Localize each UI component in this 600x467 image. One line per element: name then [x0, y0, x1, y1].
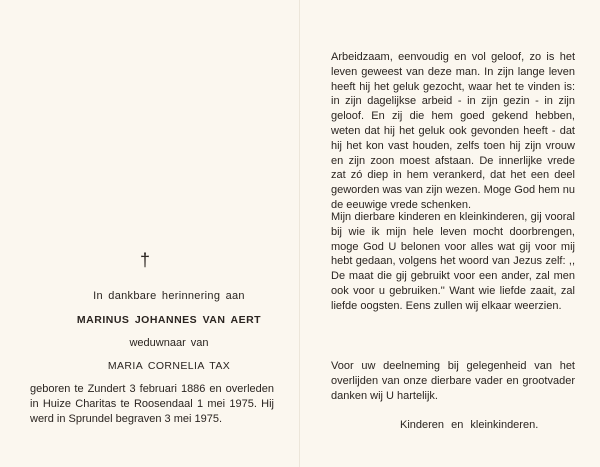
biography-text: geboren te Zundert 3 februari 1886 en overleden in Huize Charitas te Roosendaal 1 mei 1975. Hij werd in Sprundel begraven 3 mei 1975. [30, 383, 274, 425]
deceased-name: MARINUS JOHANNES VAN AERT [76, 314, 262, 326]
card-fold [299, 0, 300, 467]
paragraph-children: Mijn dierbare kinderen en kleinkinderen, gij vooral bij wie ik mijn hele leven mocht doorbrengen, moge God U belonen voor alles wat gij voor mij hebt gedaan, volgens het woord van Jezus zelf: ,, De maat die gij gebruikt voor een ander, zal men ook voor u gebruiken.'' Want wie liefde zaait, zal liefde oogsten. Eens zullen wij elkaar weerzien. [331, 211, 575, 312]
relation-text: weduwnaar van [129, 337, 209, 349]
signature: Kinderen en kleinkinderen. [400, 419, 539, 431]
paragraph-thanks: Voor uw deelneming bij gelegenheid van het overlijden van onze dierbare vader en grootvader danken wij U hartelijk. [331, 360, 575, 402]
paragraph-life: Arbeidzaam, eenvoudig en vol geloof, zo is het leven geweest van deze man. In zijn lange leven heeft hij het geluk gezocht, waar het te vinden is: in zijn dagelijkse arbeid - in zijn gezin - in zijn geloof. En zij die hem goed gekend hebben, weten dat hij het geluk ook gevonden heeft - dat hij het kon vast houden, zelfs toen hij zijn vrouw en zijn zoon moest afstaan. De innerlijke vrede zat zó diep in hem verankerd, dat het een deel geworden was van zijn wezen. Moge God hem nu de eeuwige vrede schenken. [331, 51, 575, 211]
spouse-name: MARIA CORNELIA TAX [107, 360, 231, 372]
cross-icon: † [140, 250, 151, 270]
intro-text: In dankbare herinnering aan [93, 290, 245, 302]
